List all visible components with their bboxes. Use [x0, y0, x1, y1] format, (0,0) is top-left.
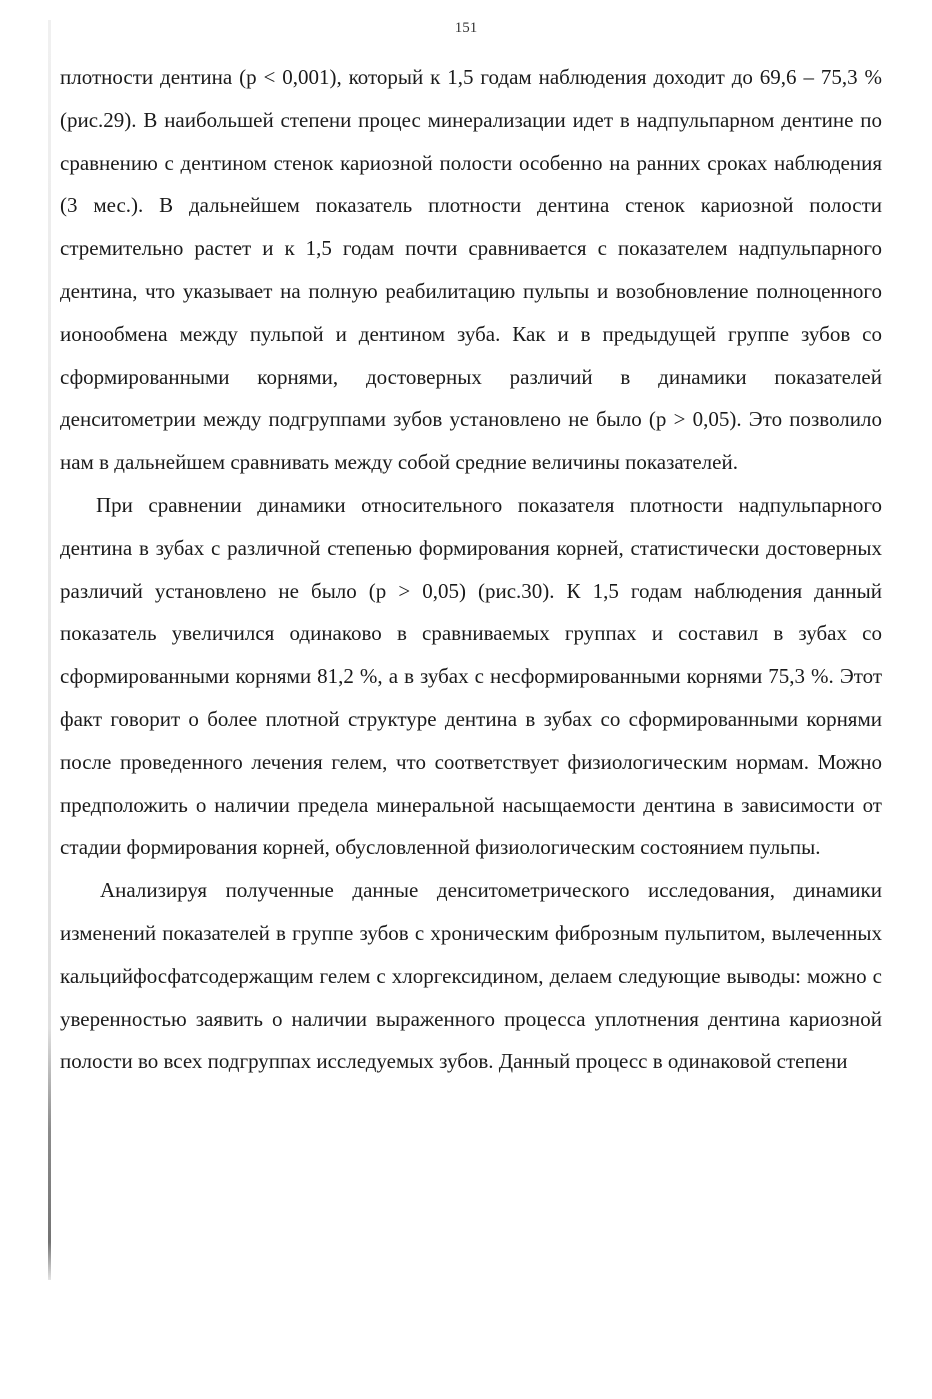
paragraph-3: Анализируя полученные данные денситометрического исследования, динамики изменений показателей в группе зубов с хроническим фиброзным пульпитом, вылеченных кальцийфосфатсодержащим гелем с хлоргексидином, делаем следующие выводы: можно с уверенностью заявить о наличии выраженного процесса уплотнения дентина кариозной полости во всех подгруппах исследуемых зубов. Данный процесс в одинаковой степени: [60, 878, 882, 1074]
paragraph-2: При сравнении динамики относительного показателя плотности надпульпарного дентина в зубах с различной степенью формирования корней, статистически достоверных различий установлено не было (р > 0,05) (рис.30). К 1,5 годам наблюдения данный показатель увеличился одинаково в сравниваемых группах и составил в зубах со сформированными корнями 81,2 %, а в зубах с несформированными корнями 75,3 %. Этот факт говорит о более плотной структуре дентина в зубах со сформированными корнями после проведенного лечения гелем, что соответствует физиологическим нормам. Можно предположить о наличии предела минеральной насыщаемости дентина в зависимости от стадии формирования корней, обусловленной физиологическим состоянием пульпы.: [60, 492, 882, 860]
body-text: [60, 56, 882, 1083]
scan-binding-edge: [48, 20, 51, 1280]
paragraph-1: плотности дентина (р < 0,001), который к 1,5 годам наблюдения доходит до 69,6 – 75,3 % (рис.29). В наибольшей степени процес минерализации идет в надпульпарном дентине по сравнению с дентином стенок кариозной полости особенно на ранних сроках наблюдения (3 мес.). В дальнейшем показатель плотности дентина стенок кариозной полости стремительно растет и к 1,5 годам почти сравнивается с показателем надпульпарного дентина, что указывает на полную реабилитацию пульпы и возобновление полноценного ионообмена между пульпой и дентином зуба. Как и в предыдущей группе зубов со сформированными корнями, достоверных различий в динамики показателей денситометрии между подгруппами зубов установлено не было (р > 0,05). Это позволило нам в дальнейшем сравнивать между собой средние величины показателей.: [60, 65, 882, 475]
page-number: 151: [454, 20, 478, 36]
